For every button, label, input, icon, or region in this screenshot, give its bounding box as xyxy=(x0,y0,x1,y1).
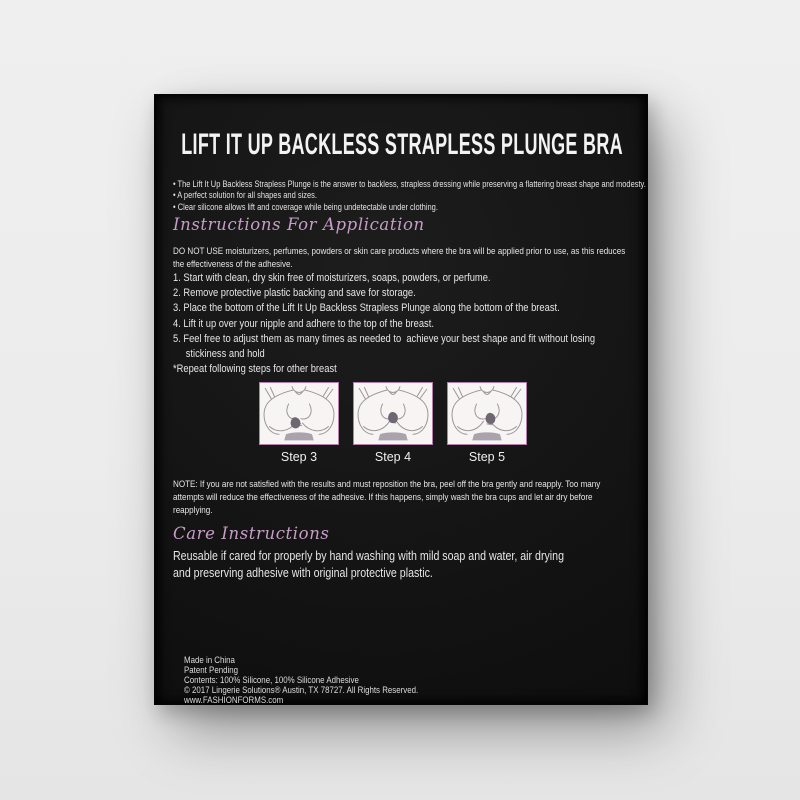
step-figure xyxy=(259,382,339,464)
repeat-note: *Repeat following steps for other breast xyxy=(173,363,337,376)
application-step: 1. Start with clean, dry skin free of moisturizers, soaps, powders, or perfume. xyxy=(173,272,491,284)
step3-illustration-icon xyxy=(259,382,339,445)
care-instructions-heading: Care Instructions xyxy=(173,524,330,543)
footer-made-in: Made in China xyxy=(184,655,235,665)
feature-bullet: • The Lift It Up Backless Strapless Plunge is the answer to backless, strapless dressing while preserving a flattering breast shape and modesty. xyxy=(173,179,646,189)
step4-illustration-icon xyxy=(353,382,433,445)
step5-illustration-icon xyxy=(447,382,527,445)
feature-bullets xyxy=(173,179,729,213)
product-box-back-panel xyxy=(154,94,648,705)
legal-footer xyxy=(184,655,460,705)
application-step: 3. Place the bottom of the Lift It Up Backless Strapless Plunge along the bottom of the breast. xyxy=(173,302,560,315)
footer-copyright: © 2017 Lingerie Solutions® Austin, TX 78727. All Rights Reserved. xyxy=(184,685,419,696)
footer-contents: Contents: 100% Silicone, 100% Silicone Adhesive xyxy=(184,675,359,686)
application-step: 4. Lift it up over your nipple and adhere to the top of the breast. xyxy=(173,317,434,330)
step-figure-label: Step 5 xyxy=(468,450,506,464)
application-step: 2. Remove protective plastic backing and save for storage. xyxy=(173,287,416,300)
product-title: LIFT IT UP BACKLESS STRAPLESS PLUNGE BRA xyxy=(181,128,623,161)
product-title-row xyxy=(171,128,633,162)
application-instructions-heading: Instructions For Application xyxy=(173,215,425,234)
panel-content xyxy=(171,95,646,706)
step-figures-row xyxy=(171,382,633,464)
footer-website: www.FASHIONFORMS.com xyxy=(184,695,284,706)
feature-bullet: • A perfect solution for all shapes and sizes. xyxy=(173,190,317,201)
adhesive-warning-text: DO NOT USE moisturizers, perfumes, powders or skin care products where the bra will be applied prior to use, as this reduces the effectiveness of the adhesive. xyxy=(173,246,626,270)
step-figure-label: Step 4 xyxy=(374,450,412,464)
care-instructions-text: Reusable if cared for properly by hand washing with mild soap and water, air drying and preserving adhesive with original protective plastic. xyxy=(173,549,564,580)
step-figure xyxy=(447,382,527,464)
application-steps-list xyxy=(173,271,633,377)
step-figure xyxy=(353,382,433,464)
step-figure-label: Step 3 xyxy=(280,450,318,464)
footer-patent: Patent Pending xyxy=(184,665,239,676)
reposition-note: NOTE: If you are not satisfied with the results and must reposition the bra, peel off the bra gently and reapply. Too many attempts will reduce the effectiveness of the adhesive. If this happens, simply wash the bra cups and let air dry before reapplying. xyxy=(173,479,601,516)
feature-bullet: • Clear silicone allows lift and coverage while being undetectable under clothing. xyxy=(173,201,438,212)
application-step: 5. Feel free to adjust them as many times as needed to achieve your best shape and fit without losing stickiness and hold xyxy=(173,332,598,361)
